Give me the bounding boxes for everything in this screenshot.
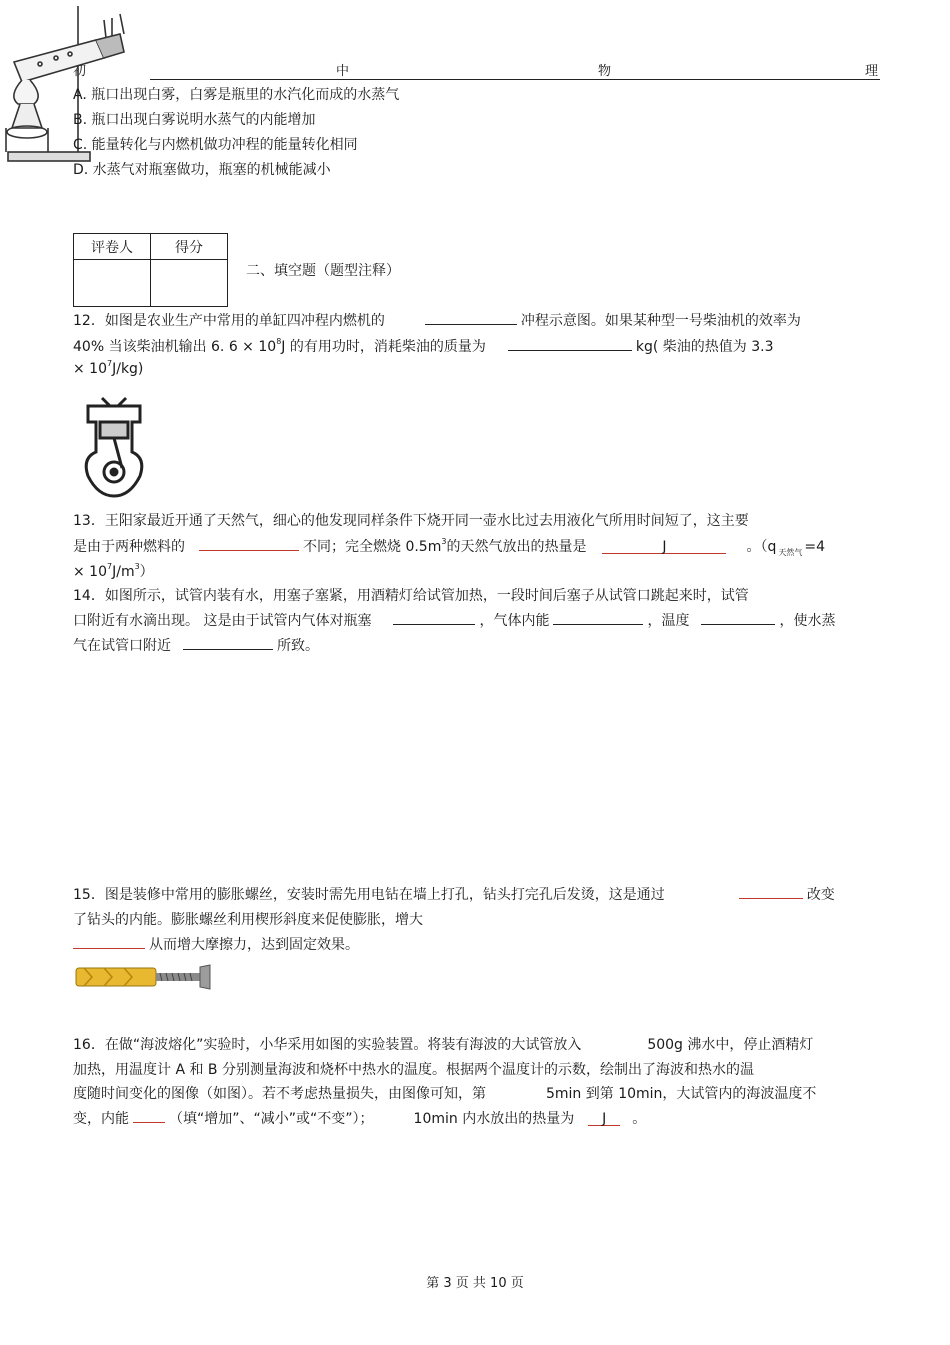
q13-exp-7: 7 [107,562,113,571]
q13-exp-3b: 3 [134,562,140,571]
q15-text-b: 改变 [806,887,835,903]
q15-text-c: 从而增大摩擦力，达到固定效果。 [149,937,359,953]
q12-text-d: J 的有用功时，消耗柴油的质量为 [281,339,486,355]
q13-line2 [73,536,825,556]
header-char-3: 物 [598,64,612,79]
q13-text-g: J/m [112,564,135,580]
q16-line2: 加热，用温度计 A 和 B 分别测量海波和烧杯中热水的温度。根据两个温度计的示数，绘制出了海波和热水的温 [73,1062,754,1078]
header-char-2: 中 [336,64,350,79]
score-table [73,233,228,307]
q16-text-b: 500g 沸水中，停止酒精灯 [647,1037,814,1053]
q16-text-g: 10min 内水放出的热量为 [413,1111,575,1127]
q16-line3 [73,1083,816,1103]
q12-blank-stroke [425,310,517,325]
q16-text-f: （填“增加”、“减小”或“不变”）； [169,1111,374,1127]
expansion-screw-image [74,962,212,992]
q13-text-c: 的天然气放出的热量是 [446,539,587,555]
q16-text-end: 。 [632,1111,647,1127]
q15-blank-method [739,884,803,899]
q15-text-a: 15．图是装修中常用的膨胀螺丝，安装时需先用电钻在墙上打孔，钻头打完孔后发烫，这是通过 [73,887,665,903]
q16-line1 [73,1034,813,1054]
q12-blank-mass [508,336,632,351]
q13-text-e: =4 [804,539,825,555]
q12-text-e: kg( 柴油的热值为 3.3 [635,339,774,355]
q13-text-a: 是由于两种燃料的 [73,539,185,555]
q16-unit: J [602,1111,607,1127]
q13-unit: J [662,539,667,555]
q14-blank-process [183,635,273,650]
q15-line1 [73,884,835,904]
q16-blank-heat [588,1111,620,1126]
engine-diagram-image [82,392,146,498]
header-char-4: 理 [865,64,879,79]
q14-blank-work [393,610,475,625]
q12-text-a: 12．如图是农业生产中常用的单缸四冲程内燃机的 [73,313,385,329]
section-title: 二、填空题（题型注释） [246,263,400,279]
q16-text-a: 16．在做“海波熔化”实验时，小华采用如图的实验装置。将装有海波的大试管放入 [73,1037,582,1053]
q16-blank-energy [133,1108,165,1123]
q14-text-e: 气在试管口附近 [73,638,171,654]
page-footer: 第 3 页 共 10 页 [426,1276,524,1291]
q12-line1 [73,310,801,330]
q14-text-a: 口附近有水滴出现。 这是由于试管内气体对瓶塞 [73,613,372,629]
q15-line2: 了钻头的内能。膨胀螺丝利用楔形斜度来促使膨胀，增大 [73,912,423,928]
q13-text-f: × 10 [73,564,107,580]
q15-line3 [73,934,359,954]
header-rule [150,79,880,80]
q14-blank-energy [553,610,643,625]
q13-blank-property [199,536,299,551]
q16-text-c: 度随时间变化的图像（如图）。若不考虑热量损失，由图像可知，第 [73,1086,486,1102]
score-table-header-score: 得分 [151,234,228,260]
q14-text-b: ，气体内能 [479,613,550,629]
q14-line2 [73,610,835,630]
q14-text-f: 所致。 [277,638,319,654]
q13-exp-3: 3 [441,537,447,546]
q15-blank-pressure [73,934,145,949]
q12-line3 [73,361,143,377]
q13-sub: 天然气 [778,547,803,557]
option-d: D. 水蒸气对瓶塞做功，瓶塞的机械能减小 [73,162,331,178]
q13-text-d: 。（q [746,539,777,555]
q14-text-d: ，使水蒸 [779,613,836,629]
q12-exp-7: 7 [107,359,113,368]
option-a: A. 瓶口出现白雾，白雾是瓶里的水汽化而成的水蒸气 [73,87,400,103]
score-table-grader-cell [74,260,151,307]
q12-text-f: × 10 [73,361,107,377]
q14-blank-temp [701,610,775,625]
q12-text-g: J/kg) [112,361,144,377]
q13-text-b: 不同；完全燃烧 0.5m [303,539,442,555]
q16-text-d: 5min 到第 10min，大试管内的海波温度不 [546,1086,817,1102]
q12-exp-8: 8 [276,337,282,346]
option-b: B. 瓶口出现白雾说明水蒸气的内能增加 [73,112,316,128]
q14-line1: 14．如图所示，试管内装有水，用塞子塞紧，用酒精灯给试管加热，一段时间后塞子从试管口跳起来时，试管 [73,588,749,604]
score-table-header-grader: 评卷人 [74,234,151,260]
q14-text-c: ，温度 [647,613,690,629]
q13-line3 [73,561,154,581]
q14-line3 [73,635,319,655]
q12-line2 [73,336,774,356]
option-c: C. 能量转化与内燃机做功冲程的能量转化相同 [73,137,358,153]
q13-blank-heat [602,539,726,554]
q13-line1: 13．王阳家最近开通了天然气，细心的他发现同样条件下烧开同一壶水比过去用液化气所用时间短了，这主要 [73,513,749,529]
q12-text-b: 冲程示意图。如果某种型一号柴油机的效率为 [520,313,801,329]
header-char-1: 初 [73,64,87,79]
q16-text-e: 变，内能 [73,1111,129,1127]
q13-text-h: ） [139,564,154,580]
q16-line4 [73,1108,646,1128]
score-table-score-cell [151,260,228,307]
q12-text-c: 40% 当该柴油机输出 6. 6 × 10 [73,339,277,355]
